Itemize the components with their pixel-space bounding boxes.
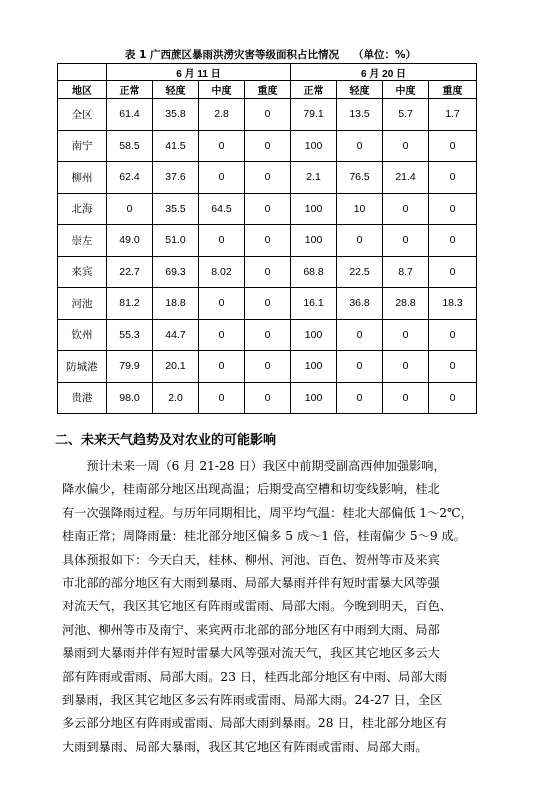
paragraph-line: 预计未来一周（6 月 21-28 日）我区中前期受副高西伸加强影响，: [62, 459, 446, 473]
value-cell: 49.0: [107, 225, 153, 257]
value-cell: 0: [245, 99, 291, 131]
table-caption: [0, 47, 541, 62]
value-cell: 0: [383, 351, 429, 383]
value-cell: 76.5: [337, 162, 383, 194]
value-cell: 13.5: [337, 99, 383, 131]
paragraph-line: 降水偏少，桂南部分地区出现高温；后期受高空槽和切变线影响，桂北: [62, 482, 440, 497]
value-cell: 69.3: [153, 256, 199, 288]
column-header: 正常: [291, 81, 337, 99]
value-cell: 0: [337, 225, 383, 257]
value-cell: 0: [337, 351, 383, 383]
value-cell: 0: [429, 225, 477, 257]
value-cell: 0: [245, 351, 291, 383]
column-header: 中度: [199, 81, 245, 99]
paragraph-line: 市北部的部分地区有大雨到暴雨、局部大暴雨并伴有短时雷暴大风等强: [62, 575, 440, 590]
value-cell: 0: [429, 256, 477, 288]
blank-corner-cell: [58, 64, 107, 81]
column-header: 轻度: [337, 81, 383, 99]
value-cell: 35.8: [153, 99, 199, 131]
section-heading: 二、未来天气趋势及对农业的可能影响: [55, 433, 277, 448]
column-header: 中度: [383, 81, 429, 99]
value-cell: 0: [429, 130, 477, 162]
value-cell: 22.7: [107, 256, 153, 288]
region-cell: 全区: [58, 99, 107, 131]
value-cell: 0: [245, 288, 291, 320]
region-cell: 防城港: [58, 351, 107, 383]
value-cell: 0: [199, 319, 245, 351]
value-cell: 0: [429, 382, 477, 414]
column-header: 地区: [58, 81, 107, 99]
table-row: [58, 162, 477, 194]
region-cell: 贵港: [58, 382, 107, 414]
region-cell: 崇左: [58, 225, 107, 257]
flood-area-table: [57, 63, 477, 414]
paragraph-line: 到暴雨，我区其它地区多云有阵雨或雷雨、局部大雨。24-27 日，全区: [62, 692, 443, 707]
value-cell: 0: [337, 319, 383, 351]
value-cell: 28.8: [383, 288, 429, 320]
region-cell: 柳州: [58, 162, 107, 194]
region-cell: 来宾: [58, 256, 107, 288]
value-cell: 8.7: [383, 256, 429, 288]
value-cell: 100: [291, 319, 337, 351]
value-cell: 0: [107, 193, 153, 225]
value-cell: 81.2: [107, 288, 153, 320]
paragraph-line: 对流天气，我区其它地区有阵雨或雷雨、局部大雨。今晚到明天，百色、: [62, 599, 452, 614]
paragraph-line: 有一次强降雨过程。与历年同期相比，周平均气温：桂北大部偏低 1～2℃，: [62, 505, 473, 520]
value-cell: 0: [337, 130, 383, 162]
value-cell: 61.4: [107, 99, 153, 131]
column-header: 重度: [245, 81, 291, 99]
value-cell: 0: [245, 225, 291, 257]
date-header-row: [58, 64, 477, 81]
region-cell: 南宁: [58, 130, 107, 162]
table-row: [58, 225, 477, 257]
section-body: [62, 455, 480, 759]
value-cell: 62.4: [107, 162, 153, 194]
paragraph-line: 暴雨到大暴雨并伴有短时雷暴大风等强对流天气，我区其它地区多云大: [62, 646, 440, 661]
table-row: [58, 256, 477, 288]
value-cell: 0: [199, 288, 245, 320]
date-left-header: 6 月 11 日: [107, 64, 291, 81]
value-cell: 22.5: [337, 256, 383, 288]
value-cell: 0: [429, 319, 477, 351]
value-cell: 5.7: [383, 99, 429, 131]
value-cell: 0: [337, 382, 383, 414]
value-cell: 0: [245, 319, 291, 351]
value-cell: 21.4: [383, 162, 429, 194]
value-cell: 64.5: [199, 193, 245, 225]
value-cell: 41.5: [153, 130, 199, 162]
value-cell: 79.9: [107, 351, 153, 383]
value-cell: 0: [383, 382, 429, 414]
value-cell: 55.3: [107, 319, 153, 351]
value-cell: 79.1: [291, 99, 337, 131]
paragraph-line: 部有阵雨或雷雨、局部大雨。23 日，桂西北部分地区有中雨、局部大雨: [62, 669, 448, 684]
value-cell: 0: [245, 256, 291, 288]
column-header-row: [58, 81, 477, 99]
column-header: 轻度: [153, 81, 199, 99]
value-cell: 0: [429, 193, 477, 225]
value-cell: 0: [245, 382, 291, 414]
table-title: 表 1 广西蔗区暴雨洪涝灾害等级面积占比情况: [124, 49, 340, 61]
value-cell: 98.0: [107, 382, 153, 414]
value-cell: 0: [383, 319, 429, 351]
table-row: [58, 130, 477, 162]
value-cell: 16.1: [291, 288, 337, 320]
region-cell: 北海: [58, 193, 107, 225]
paragraph-line: 河池、柳州等市及南宁、来宾两市北部的部分地区有中雨到大雨、局部: [62, 622, 440, 637]
value-cell: 68.8: [291, 256, 337, 288]
date-right-header: 6 月 20 日: [291, 64, 477, 81]
table-row: [58, 319, 477, 351]
region-cell: 河池: [58, 288, 107, 320]
table-row: [58, 382, 477, 414]
value-cell: 10: [337, 193, 383, 225]
paragraph-line: 大雨到暴雨、局部大暴雨，我区其它地区有阵雨或雷雨、局部大雨。: [62, 739, 428, 754]
paragraph-line: 桂南正常；周降雨量：桂北部分地区偏多 5 成～1 倍，桂南偏少 5～9 成。: [62, 529, 466, 544]
value-cell: 0: [245, 193, 291, 225]
value-cell: 0: [245, 130, 291, 162]
table-row: [58, 351, 477, 383]
value-cell: 100: [291, 225, 337, 257]
value-cell: 0: [199, 351, 245, 383]
value-cell: 0: [199, 162, 245, 194]
value-cell: 36.8: [337, 288, 383, 320]
column-header: 重度: [429, 81, 477, 99]
paragraph-line: 多云部分地区有阵雨或雷雨、局部大雨到暴雨。28 日，桂北部分地区有: [62, 716, 448, 731]
value-cell: 18.8: [153, 288, 199, 320]
column-header: 正常: [107, 81, 153, 99]
table-unit: （单位：%）: [353, 49, 417, 61]
value-cell: 58.5: [107, 130, 153, 162]
value-cell: 37.6: [153, 162, 199, 194]
value-cell: 0: [383, 193, 429, 225]
paragraph-line: 具体预报如下：今天白天，桂林、柳州、河池、百色、贺州等市及来宾: [62, 552, 440, 567]
value-cell: 100: [291, 193, 337, 225]
value-cell: 100: [291, 351, 337, 383]
value-cell: 44.7: [153, 319, 199, 351]
value-cell: 18.3: [429, 288, 477, 320]
value-cell: 0: [199, 225, 245, 257]
value-cell: 1.7: [429, 99, 477, 131]
value-cell: 2.1: [291, 162, 337, 194]
value-cell: 0: [383, 130, 429, 162]
region-cell: 钦州: [58, 319, 107, 351]
value-cell: 0: [383, 225, 429, 257]
value-cell: 100: [291, 382, 337, 414]
value-cell: 35.5: [153, 193, 199, 225]
value-cell: 0: [199, 130, 245, 162]
value-cell: 8.02: [199, 256, 245, 288]
value-cell: 0: [245, 162, 291, 194]
value-cell: 51.0: [153, 225, 199, 257]
table-row: [58, 193, 477, 225]
table-row: [58, 288, 477, 320]
table-row: [58, 99, 477, 131]
value-cell: 2.0: [153, 382, 199, 414]
value-cell: 100: [291, 130, 337, 162]
value-cell: 20.1: [153, 351, 199, 383]
value-cell: 0: [429, 162, 477, 194]
value-cell: 0: [199, 382, 245, 414]
value-cell: 0: [429, 351, 477, 383]
value-cell: 2.8: [199, 99, 245, 131]
